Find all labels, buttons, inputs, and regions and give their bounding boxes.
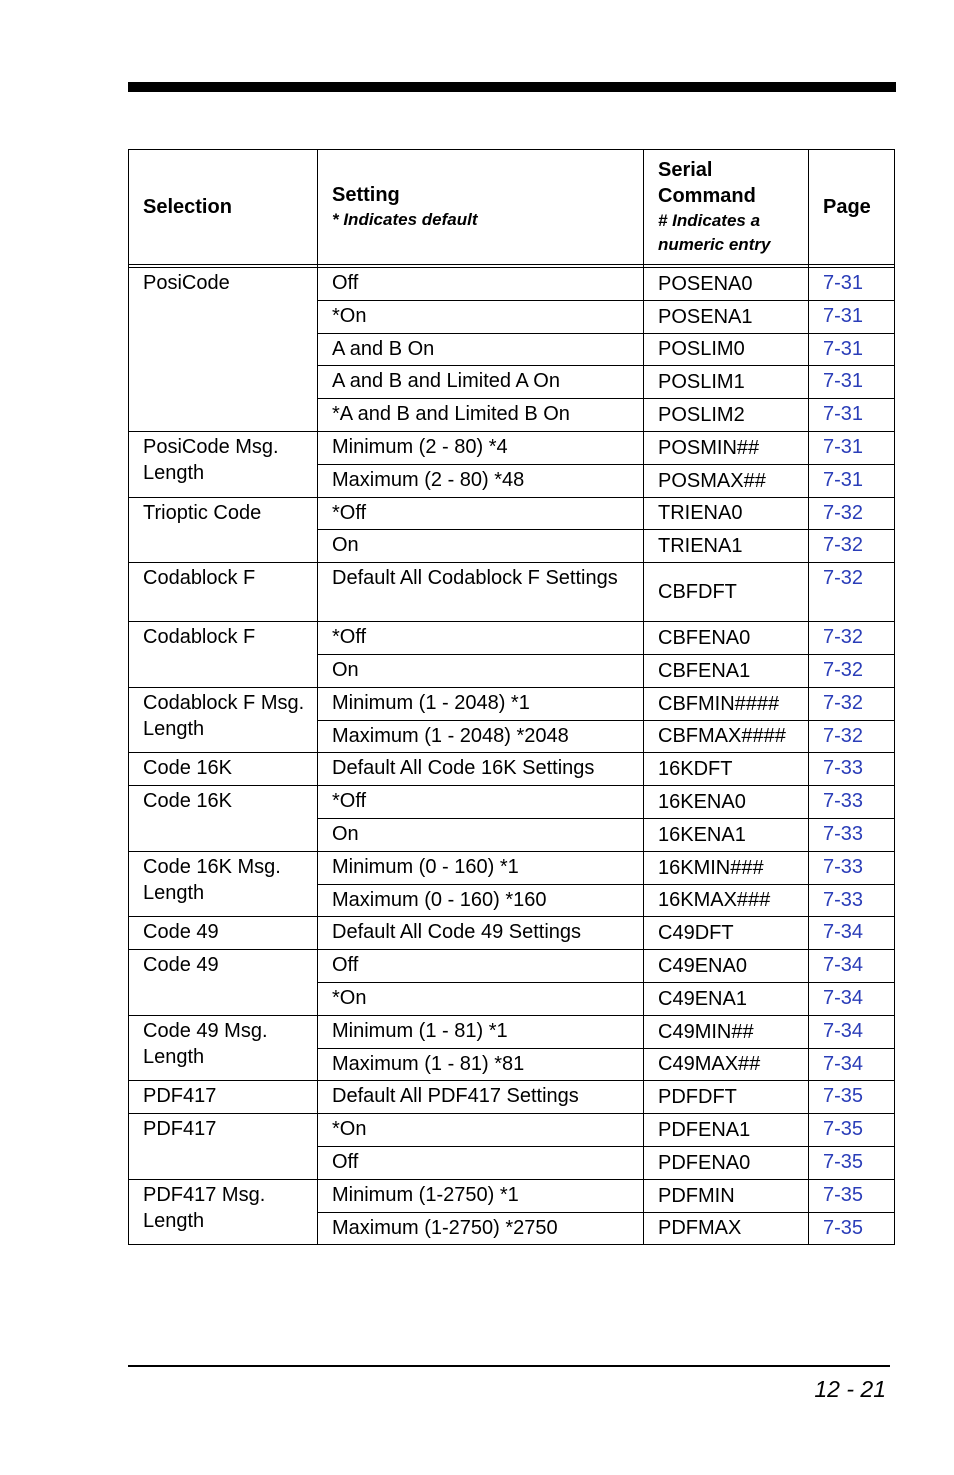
serial-command-cell: TRIENA1 xyxy=(644,530,809,563)
setting-cell: Default All Code 16K Settings xyxy=(318,753,644,786)
header-page: Page xyxy=(809,150,895,265)
serial-command-cell: POSENA0 xyxy=(644,268,809,301)
serial-command-cell: C49MAX## xyxy=(644,1048,809,1081)
serial-command-cell: C49ENA0 xyxy=(644,950,809,983)
serial-command-cell: PDFMIN xyxy=(644,1179,809,1212)
selection-cell: Code 49 xyxy=(129,917,318,950)
page-number: 12 - 21 xyxy=(814,1376,886,1402)
selection-cell: PosiCode Msg. Length xyxy=(129,431,318,497)
page-link[interactable]: 7-33 xyxy=(809,818,895,851)
page-link[interactable]: 7-31 xyxy=(809,333,895,366)
table-row xyxy=(129,1081,895,1114)
setting-cell: Off xyxy=(318,268,644,301)
serial-command-cell: PDFMAX xyxy=(644,1212,809,1245)
table-row xyxy=(129,753,895,786)
setting-cell: *Off xyxy=(318,622,644,655)
setting-cell: Maximum (2 - 80) *48 xyxy=(318,464,644,497)
page-link[interactable]: 7-32 xyxy=(809,563,895,622)
page-link[interactable]: 7-35 xyxy=(809,1114,895,1147)
table-body xyxy=(129,268,895,1245)
setting-cell: On xyxy=(318,654,644,687)
setting-cell: Maximum (1 - 2048) *2048 xyxy=(318,720,644,753)
selection-cell: Code 49 xyxy=(129,950,318,1016)
serial-command-cell: C49ENA1 xyxy=(644,982,809,1015)
setting-cell: *On xyxy=(318,300,644,333)
page-link[interactable]: 7-32 xyxy=(809,720,895,753)
setting-cell: Minimum (0 - 160) *1 xyxy=(318,851,644,884)
table-row xyxy=(129,1114,895,1147)
page-link[interactable]: 7-33 xyxy=(809,851,895,884)
serial-command-cell: CBFDFT xyxy=(644,563,809,622)
page-link[interactable]: 7-34 xyxy=(809,982,895,1015)
table-row xyxy=(129,1015,895,1048)
setting-cell: Minimum (1 - 2048) *1 xyxy=(318,687,644,720)
page-link[interactable]: 7-33 xyxy=(809,884,895,917)
header-setting-note: * Indicates default xyxy=(332,210,478,229)
setting-cell: Minimum (1 - 81) *1 xyxy=(318,1015,644,1048)
page-link[interactable]: 7-34 xyxy=(809,1015,895,1048)
page-link[interactable]: 7-32 xyxy=(809,687,895,720)
setting-cell: On xyxy=(318,530,644,563)
page-link[interactable]: 7-31 xyxy=(809,464,895,497)
setting-cell: Default All PDF417 Settings xyxy=(318,1081,644,1114)
setting-cell: Off xyxy=(318,950,644,983)
page-link[interactable]: 7-31 xyxy=(809,399,895,432)
setting-cell: Maximum (0 - 160) *160 xyxy=(318,884,644,917)
selection-cell: PDF417 xyxy=(129,1081,318,1114)
header-serial-command: Serial Command # Indicates a numeric entry xyxy=(644,150,809,265)
page-link[interactable]: 7-33 xyxy=(809,786,895,819)
serial-command-cell: POSLIM2 xyxy=(644,399,809,432)
header-serial-note: # Indicates a numeric entry xyxy=(658,211,771,254)
table-header-row xyxy=(129,150,895,265)
page-link[interactable]: 7-32 xyxy=(809,654,895,687)
serial-command-cell: 16KMIN### xyxy=(644,851,809,884)
serial-command-cell: POSLIM1 xyxy=(644,366,809,399)
table-row xyxy=(129,851,895,884)
setting-cell: *Off xyxy=(318,497,644,530)
page-link[interactable]: 7-32 xyxy=(809,530,895,563)
setting-cell: A and B On xyxy=(318,333,644,366)
serial-command-cell: C49MIN## xyxy=(644,1015,809,1048)
page-link[interactable]: 7-32 xyxy=(809,497,895,530)
setting-cell: Maximum (1-2750) *2750 xyxy=(318,1212,644,1245)
setting-cell: *Off xyxy=(318,786,644,819)
serial-command-cell: C49DFT xyxy=(644,917,809,950)
header-setting: Setting * Indicates default xyxy=(318,150,644,265)
selection-cell: PosiCode xyxy=(129,268,318,432)
page-link[interactable]: 7-35 xyxy=(809,1146,895,1179)
selection-cell: Code 16K xyxy=(129,753,318,786)
serial-command-cell: CBFMAX#### xyxy=(644,720,809,753)
bottom-rule xyxy=(128,1365,890,1367)
setting-cell: *A and B and Limited B On xyxy=(318,399,644,432)
serial-command-cell: TRIENA0 xyxy=(644,497,809,530)
serial-command-cell: PDFENA0 xyxy=(644,1146,809,1179)
page-link[interactable]: 7-31 xyxy=(809,366,895,399)
serial-command-cell: PDFDFT xyxy=(644,1081,809,1114)
serial-command-cell: POSLIM0 xyxy=(644,333,809,366)
setting-cell: Default All Code 49 Settings xyxy=(318,917,644,950)
page-link[interactable]: 7-31 xyxy=(809,300,895,333)
setting-cell: Minimum (1-2750) *1 xyxy=(318,1179,644,1212)
table-row xyxy=(129,563,895,622)
serial-command-cell: POSMAX## xyxy=(644,464,809,497)
selection-cell: Codablock F xyxy=(129,563,318,622)
serial-command-cell: CBFMIN#### xyxy=(644,687,809,720)
table-row xyxy=(129,687,895,720)
table-row xyxy=(129,431,895,464)
serial-command-cell: POSENA1 xyxy=(644,300,809,333)
page-link[interactable]: 7-34 xyxy=(809,917,895,950)
page-link[interactable]: 7-35 xyxy=(809,1179,895,1212)
selection-cell: PDF417 xyxy=(129,1114,318,1180)
serial-command-cell: 16KENA0 xyxy=(644,786,809,819)
setting-cell: A and B and Limited A On xyxy=(318,366,644,399)
page-link[interactable]: 7-34 xyxy=(809,950,895,983)
selection-cell: Codablock F Msg. Length xyxy=(129,687,318,753)
page-link[interactable]: 7-31 xyxy=(809,431,895,464)
selection-cell: Code 16K xyxy=(129,786,318,852)
table-row xyxy=(129,950,895,983)
serial-command-cell: 16KMAX### xyxy=(644,884,809,917)
selection-cell: Code 16K Msg. Length xyxy=(129,851,318,917)
serial-command-cell: CBFENA0 xyxy=(644,622,809,655)
selection-cell: Code 49 Msg. Length xyxy=(129,1015,318,1081)
setting-cell: Off xyxy=(318,1146,644,1179)
table-row xyxy=(129,917,895,950)
setting-cell: On xyxy=(318,818,644,851)
serial-command-cell: 16KDFT xyxy=(644,753,809,786)
top-rule xyxy=(128,82,896,92)
selection-cell: Trioptic Code xyxy=(129,497,318,563)
serial-command-cell: PDFENA1 xyxy=(644,1114,809,1147)
header-selection: Selection xyxy=(129,150,318,265)
table-row xyxy=(129,786,895,819)
selection-cell: Codablock F xyxy=(129,622,318,688)
serial-command-cell: POSMIN## xyxy=(644,431,809,464)
page-link[interactable]: 7-35 xyxy=(809,1081,895,1114)
table-row xyxy=(129,268,895,301)
serial-command-table xyxy=(128,149,895,1245)
serial-command-cell: CBFENA1 xyxy=(644,654,809,687)
setting-cell: Minimum (2 - 80) *4 xyxy=(318,431,644,464)
setting-cell: *On xyxy=(318,1114,644,1147)
page-link[interactable]: 7-35 xyxy=(809,1212,895,1245)
table-row xyxy=(129,1179,895,1212)
setting-cell: *On xyxy=(318,982,644,1015)
page-link[interactable]: 7-33 xyxy=(809,753,895,786)
serial-command-cell: 16KENA1 xyxy=(644,818,809,851)
table-row xyxy=(129,622,895,655)
setting-cell: Maximum (1 - 81) *81 xyxy=(318,1048,644,1081)
setting-cell: Default All Codablock F Settings xyxy=(318,563,644,622)
page-link[interactable]: 7-34 xyxy=(809,1048,895,1081)
page-link[interactable]: 7-31 xyxy=(809,268,895,301)
page-link[interactable]: 7-32 xyxy=(809,622,895,655)
selection-cell: PDF417 Msg. Length xyxy=(129,1179,318,1245)
table-row xyxy=(129,497,895,530)
